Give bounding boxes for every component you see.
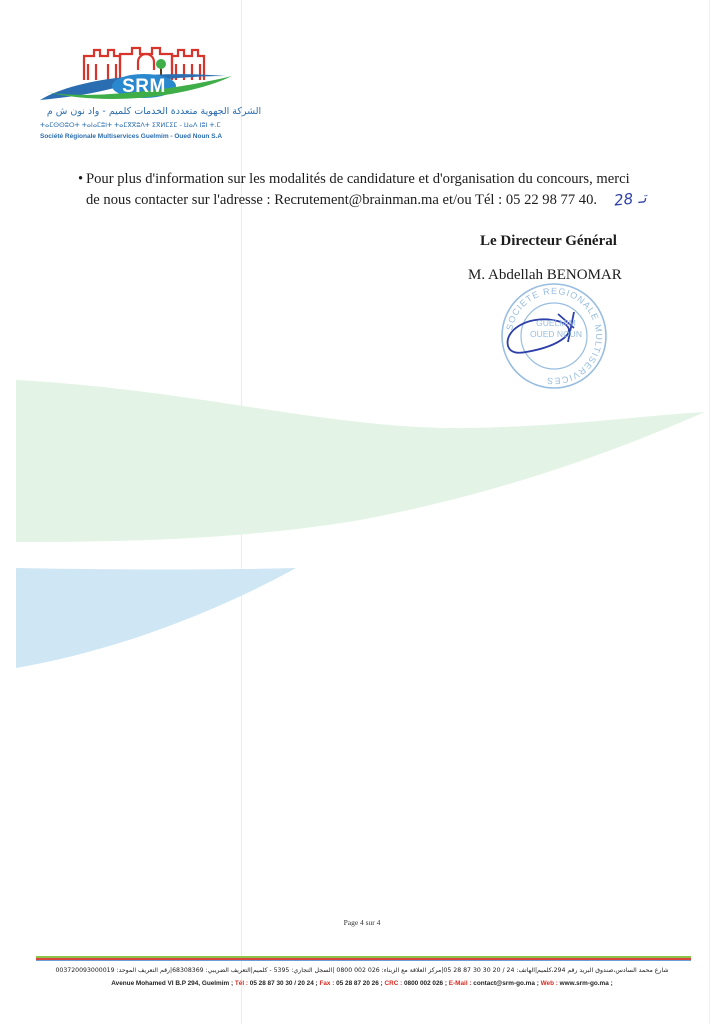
info-line-1: Pour plus d'information sur les modalités de candidature et d'organisation du concours, merci	[86, 171, 630, 187]
logo-graphic	[36, 40, 266, 110]
signatory-name: M. Abdellah BENOMAR	[468, 267, 622, 283]
footer-tel-label: Tél :	[234, 980, 249, 987]
footer-crc-label: CRC :	[384, 980, 403, 987]
stamp-ring-text: SOCIETE REGIONALE MULTISERVICES	[504, 285, 605, 387]
footer-arabic-line: شارع محمد السادس،صندوق البريد رقم 294،كلميم|الهاتف: 24 / 20 30 30 87 28 05|مركز العلاقة مع الزبناء: 026 002 0800 |السجل التجاري: 5395 - كلميم|التعريف الضريبي: 68308369|رقم التعريف الموحد: 003720093000019	[55, 967, 669, 974]
footer-address: Avenue Mohamed VI B.P 294, Guelmim ;	[111, 980, 235, 987]
logo-name: SRM	[122, 76, 166, 97]
signatory-title: Le Directeur Général	[480, 233, 617, 249]
decorative-waves	[0, 370, 724, 680]
palm-tree-icon	[156, 59, 166, 76]
handwritten-note: تـ 28	[613, 188, 648, 210]
bullet-point: •	[78, 171, 84, 187]
footer-email[interactable]: contact@srm-go.ma ;	[471, 980, 541, 987]
footer-web-label: Web :	[540, 980, 558, 987]
stamp-center-line-1: GUELMIM	[536, 318, 576, 328]
footer-color-bar	[36, 956, 691, 962]
blue-wave	[16, 568, 296, 668]
footer-tel: 05 28 87 30 30 / 20 24 ;	[248, 980, 320, 987]
footer-web[interactable]: www.srm-go.ma ;	[557, 980, 613, 987]
logo-tifinagh-text: ⵜⴰⵎⵙⵙⵓⵔⵜ ⵜⴰⵏⴰⵎⵓⵏⵜ ⵜⴰⵎⴳⴳⵓⴷⵜ ⵉⴳⵍⵎⵉⵎ - ⵡⴰⴷ ⵏⵓⵏ ⵜ.ⵎ	[40, 121, 221, 129]
logo-arabic-text: الشركة الجهوية متعددة الخدمات كلميم - واد نون ش م	[46, 106, 262, 117]
stamp-center-text	[526, 318, 586, 340]
green-wave	[16, 380, 705, 542]
footer-contact-line	[0, 980, 724, 987]
logo-company-name: Société Régionale Multiservices Guelmim - Oued Noun S.A	[40, 133, 223, 140]
footer-fax-label: Fax :	[319, 980, 335, 987]
footer-fax: 05 28 87 20 26 ;	[334, 980, 385, 987]
stamp-center-line-2: OUED NOUN	[530, 329, 582, 339]
footer-crc: 0800 002 026 ;	[402, 980, 449, 987]
info-line-2: de nous contacter sur l'adresse : Recrutement@brainman.ma et/ou Tél : 05 22 98 77 40.	[86, 192, 598, 208]
page-number: Page 4 sur 4	[343, 918, 381, 927]
srm-logo	[36, 40, 266, 150]
footer-email-label: E-Mail :	[448, 980, 472, 987]
